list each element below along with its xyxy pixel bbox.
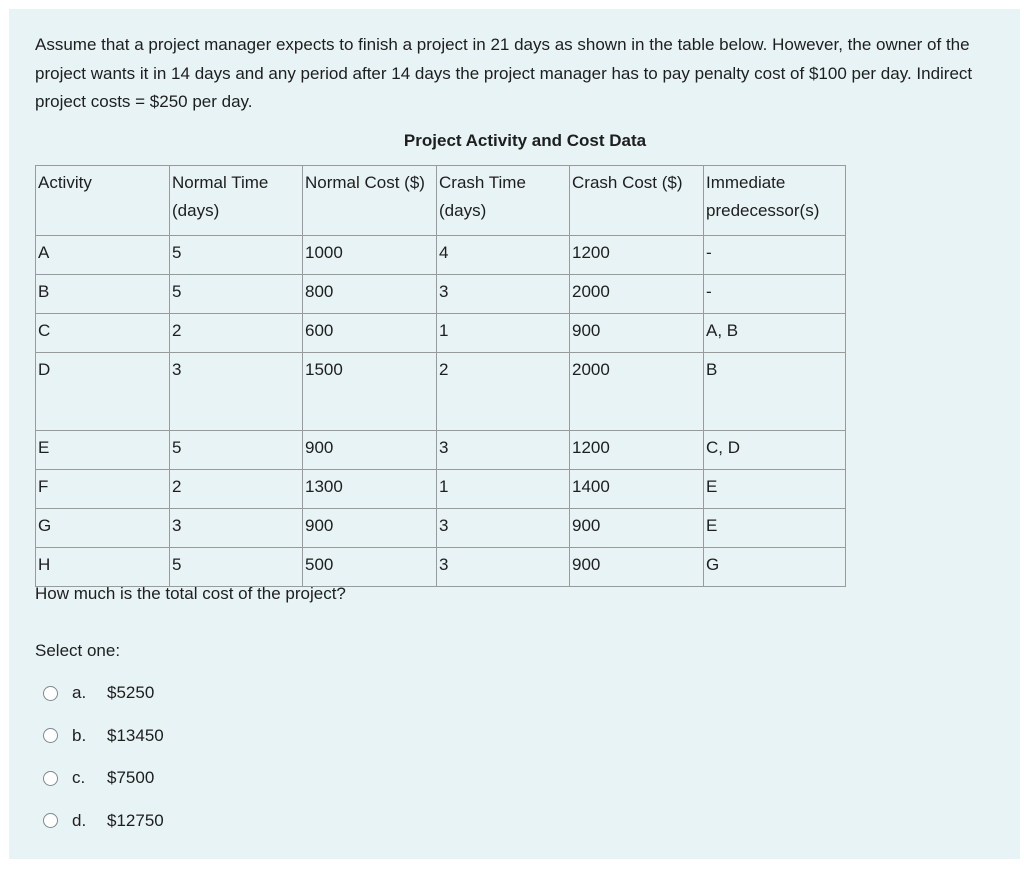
table-row <box>36 275 846 314</box>
table-cell: G <box>36 509 170 548</box>
table-cell: 500 <box>303 548 437 587</box>
option-value: $13450 <box>107 725 164 745</box>
table-cell: C <box>36 314 170 353</box>
option-value: $7500 <box>107 768 155 788</box>
table-cell: 1400 <box>570 470 704 509</box>
table-cell: 2 <box>170 470 303 509</box>
option-letter: c. <box>72 768 86 788</box>
option-value: $5250 <box>107 683 155 703</box>
table-cell: F <box>36 470 170 509</box>
table-cell: 5 <box>170 431 303 470</box>
table-cell: 900 <box>303 509 437 548</box>
table-cell: 4 <box>437 236 570 275</box>
table-cell: H <box>36 548 170 587</box>
table-cell: 1 <box>437 314 570 353</box>
radio-button[interactable] <box>43 771 58 786</box>
table-cell: 1500 <box>303 353 437 431</box>
option-value: $12750 <box>107 810 164 830</box>
table-cell: 1300 <box>303 470 437 509</box>
table-row <box>36 509 846 548</box>
table-cell: 3 <box>170 353 303 431</box>
table-cell: 800 <box>303 275 437 314</box>
table-cell: 900 <box>303 431 437 470</box>
table-cell: 1200 <box>570 431 704 470</box>
table-title: Project Activity and Cost Data <box>403 131 647 150</box>
table-cell: 3 <box>437 431 570 470</box>
table-cell: 5 <box>170 275 303 314</box>
table-cell: 3 <box>437 275 570 314</box>
table-cell: 600 <box>303 314 437 353</box>
table-cell: D <box>36 353 170 431</box>
table-row <box>36 353 846 431</box>
select-one-label: Select one: <box>35 641 121 660</box>
option-letter: d. <box>72 810 87 830</box>
table-cell: - <box>704 275 846 314</box>
answer-option-c[interactable] <box>43 757 164 800</box>
table-cell: 2 <box>437 353 570 431</box>
table-cell: 900 <box>570 314 704 353</box>
table-cell: 3 <box>437 509 570 548</box>
table-cell: 3 <box>170 509 303 548</box>
table-cell: B <box>36 275 170 314</box>
table-cell: 3 <box>437 548 570 587</box>
table-cell: E <box>704 470 846 509</box>
table-cell: 2000 <box>570 275 704 314</box>
radio-button[interactable] <box>43 686 58 701</box>
table-cell: 5 <box>170 548 303 587</box>
table-cell: 1 <box>437 470 570 509</box>
table-cell: G <box>704 548 846 587</box>
table-cell: 1200 <box>570 236 704 275</box>
column-header: Activity <box>36 166 170 236</box>
answer-option-a[interactable] <box>43 672 164 715</box>
table-cell: A <box>36 236 170 275</box>
table-cell: C, D <box>704 431 846 470</box>
table-cell: 900 <box>570 548 704 587</box>
table-row <box>36 431 846 470</box>
table-cell: E <box>704 509 846 548</box>
column-header: Crash Time (days) <box>437 166 570 236</box>
table-cell: 2000 <box>570 353 704 431</box>
question-prompt: How much is the total cost of the project? <box>35 584 346 603</box>
column-header: Crash Cost ($) <box>570 166 704 236</box>
answer-option-b[interactable] <box>43 715 164 758</box>
activity-cost-table <box>35 165 846 587</box>
option-letter: a. <box>72 683 87 703</box>
table-row <box>36 314 846 353</box>
table-row <box>36 548 846 587</box>
column-header: Immediate predecessor(s) <box>704 166 846 236</box>
question-text: Assume that a project manager expects to finish a project in 21 days as shown in the table below. However, the owner of the project wants it in 14 days and any period after 14 days the project manager has to pay penalty cost of $100 per day. Indirect project costs = $250 per day. <box>35 35 973 111</box>
answer-option-d[interactable] <box>43 800 164 843</box>
radio-button[interactable] <box>43 728 58 743</box>
answer-options <box>43 672 164 842</box>
table-cell: 2 <box>170 314 303 353</box>
option-letter: b. <box>72 725 87 745</box>
radio-button[interactable] <box>43 813 58 828</box>
column-header: Normal Time (days) <box>170 166 303 236</box>
table-cell: 1000 <box>303 236 437 275</box>
table-header-row <box>36 166 846 236</box>
column-header: Normal Cost ($) <box>303 166 437 236</box>
table-row <box>36 236 846 275</box>
table-cell: A, B <box>704 314 846 353</box>
table-row <box>36 470 846 509</box>
table-cell: - <box>704 236 846 275</box>
table-cell: 5 <box>170 236 303 275</box>
table-cell: 900 <box>570 509 704 548</box>
table-cell: B <box>704 353 846 431</box>
question-card <box>9 9 1020 859</box>
table-cell: E <box>36 431 170 470</box>
